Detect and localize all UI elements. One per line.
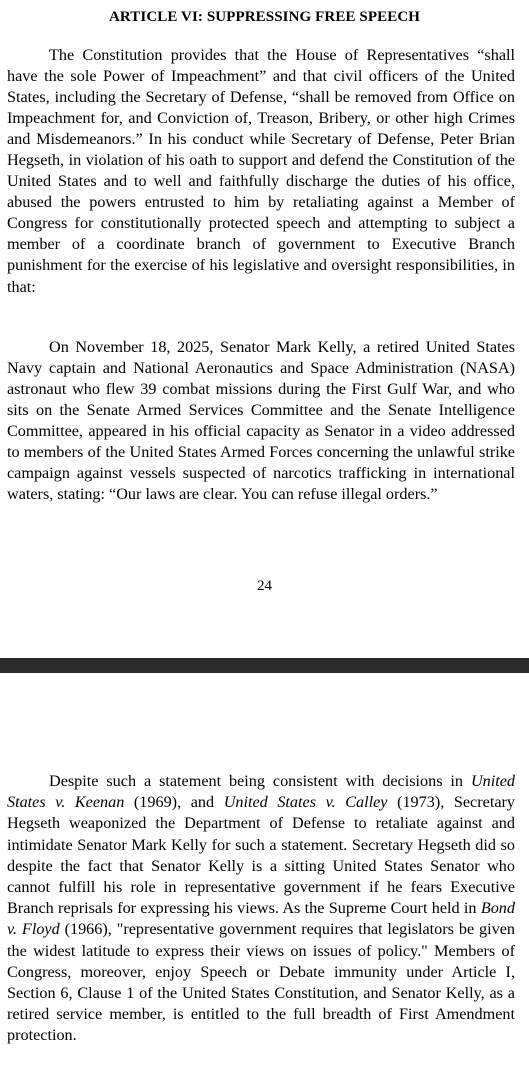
case-citation: Bond v. Floyd — [7, 899, 515, 939]
paragraph-text: (1969), and — [124, 793, 224, 812]
article-heading: ARTICLE VI: SUPPRESSING FREE SPEECH — [108, 9, 421, 25]
paragraph-text: Despite such a statement being consistent with decisions in — [49, 772, 471, 790]
page-separator — [0, 658, 529, 673]
document-page-25 — [0, 673, 529, 1068]
body-paragraph — [7, 771, 515, 1047]
case-citation: United States v. Calley — [223, 793, 388, 812]
body-paragraph: On November 18, 2025, Senator Mark Kelly, a retired United States Navy captain and National Aeronautics and Space Administration (NASA) astronaut who flew 39 combat missions during the First Gulf War, and who sits on the Senate Armed Services Committee and the Senate Intelligence Committee, appeared in his official capacity as Senator in a video addressed to members of the United States Armed Forces concerning the unlawful strike campaign against vessels suspected of narcotics trafficking in international waters, stating: “Our laws are clear. You can refuse illegal orders.” — [7, 338, 515, 504]
case-citation: United States v. Keenan — [7, 772, 515, 812]
paragraph-text: (1973), Secretary Hegseth weaponized the Department of Defense to retaliate against and intimidate Senator Mark Kelly for such a statement. Secretary Hegseth did so despite the fact that Senator Kelly is a sitting United States Senator who cannot fulfill his role in representative government if he fears Executive Branch reprisals for expressing his views. As the Supreme Court held in — [7, 793, 515, 918]
page-number: 24 — [257, 578, 272, 594]
body-paragraph: The Constitution provides that the House of Representatives “shall have the sole Power of Impeachment” and that civil officers of the United States, including the Secretary of Defense, “shall be removed from Office on Impeachment for, and Conviction of, Treason, Bribery, or other high Crimes and Misdemeanors.” In his conduct while Secretary of Defense, Peter Brian Hegseth, in violation of his oath to support and defend the Constitution of the United States and to well and faithfully discharge the duties of his office, abused the powers entrusted to him by retaliating against a Member of Congress for constitutionally protected speech and attempting to subject a member of a coordinate branch of government to Executive Branch punishment for the exercise of his legislative and oversight responsibilities, in that: — [7, 46, 515, 296]
paragraph-text: (1966), "representative government requires that legislators be given the widest latitude to express their views on issues of policy." Members of Congress, moreover, enjoy Speech or Debate immunity under Article I, Section 6, Clause 1 of the United States Constitution, and Senator Kelly, as a retired service member, is entitled to the full breadth of First Amendment protection. — [7, 920, 516, 1045]
